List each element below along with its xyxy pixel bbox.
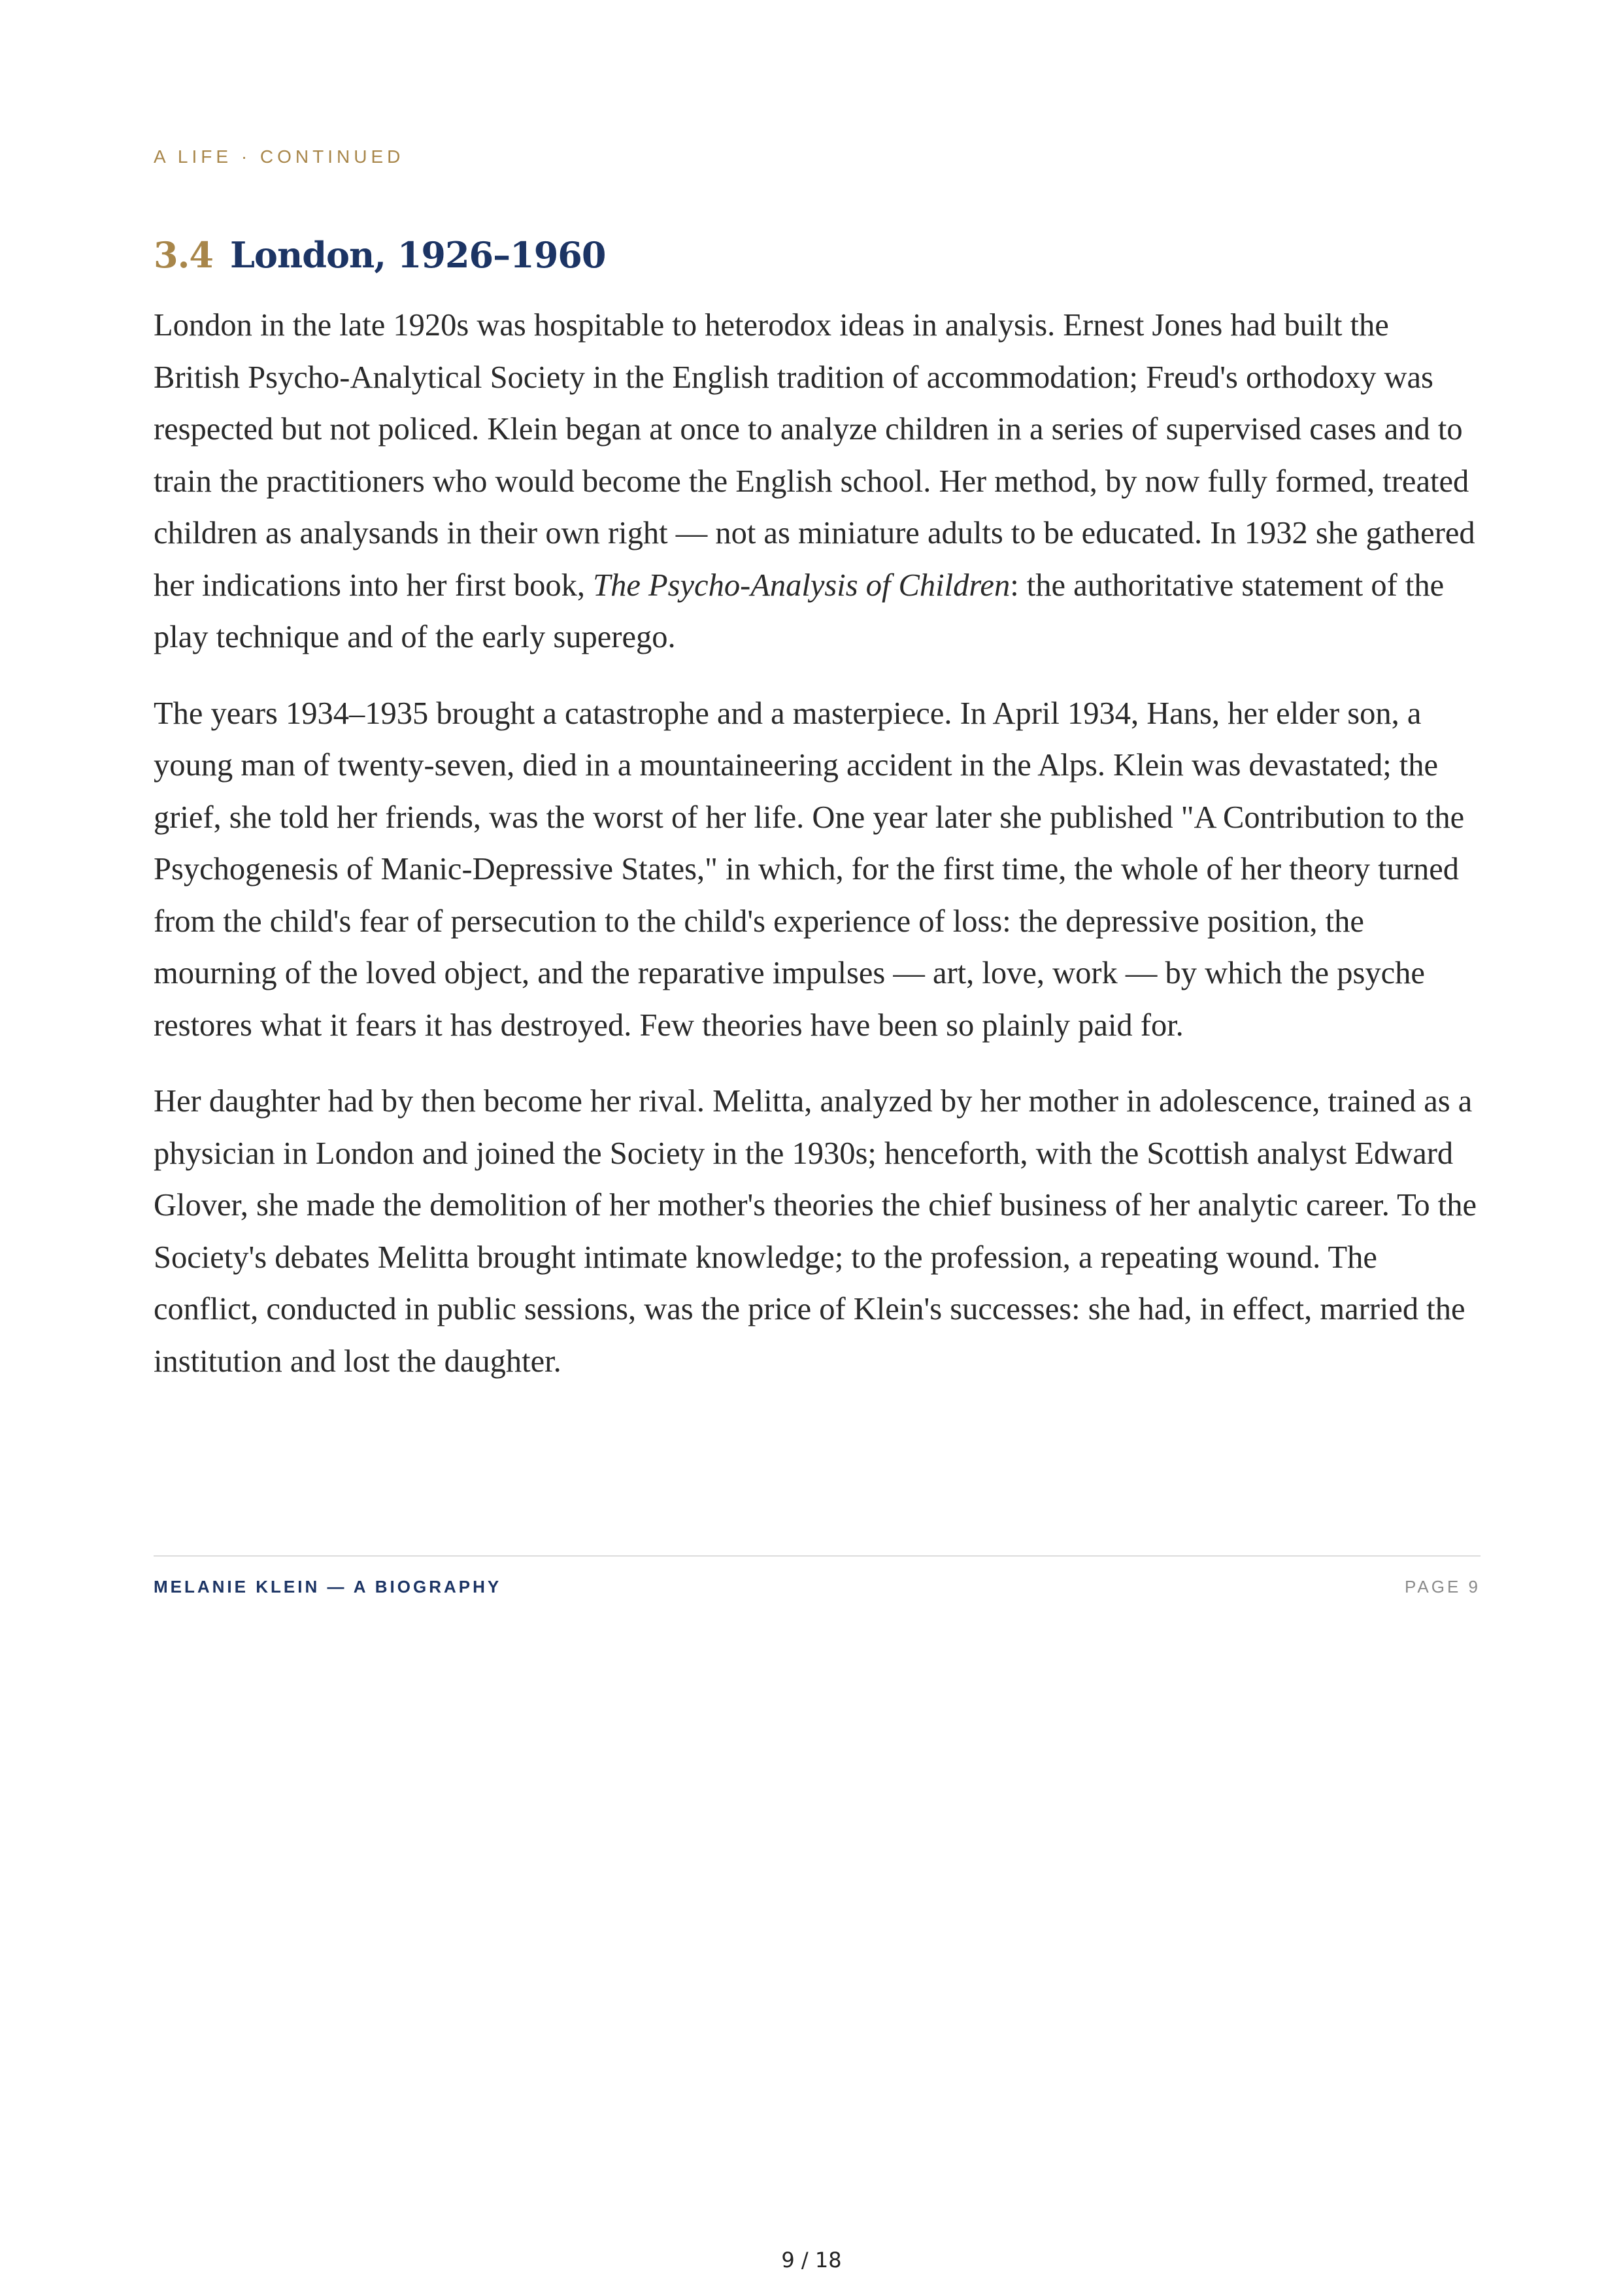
paragraph	[154, 688, 1481, 1052]
footer-divider	[154, 1555, 1481, 1557]
running-header: A LIFE · CONTINUED	[154, 146, 405, 167]
paragraph	[154, 1075, 1481, 1387]
footer-book-title: MELANIE KLEIN — A BIOGRAPHY	[154, 1577, 502, 1596]
body-text	[154, 299, 1481, 1411]
footer-page-number: PAGE 9	[1404, 1577, 1481, 1596]
page-counter: 9 / 18	[781, 2248, 842, 2272]
paragraph-text: Her daughter had by then become her rival. Melitta, analyzed by her mother in adolescence, trained as a physician in London and joined the Society in the 1930s; henceforth, with the Scottish analyst Edward Glover, she made the demolition of her mother's theories the chief business of her analytic career. To the Society's debates Melitta brought intimate knowledge; to the profession, a repeating wound. The conflict, conducted in public sessions, was the price of Klein's successes: she had, in effect, married the institution and lost the daughter.	[154, 1084, 1477, 1379]
paragraph-text: : the authoritative statement of the play technique and of the early superego.	[154, 567, 1445, 654]
paragraph-text: The years 1934–1935 brought a catastrophe and a masterpiece. In April 1934, Hans, her elder son, a young man of twenty-seven, died in a mountaineering accident in the Alps. Klein was devastated; the grief, she told her friends, was the worst of her life. One year later she published "A Contribution to the Psychogenesis of Manic-Depressive States," in which, for the first time, the whole of her theory turned from the child's fear of persecution to the child's experience of loss: the depressive position, the mourning of the loved object, and the reparative impulses — art, love, work — by which the psyche restores what it fears it has destroyed. Few theories have been so plainly paid for.	[154, 696, 1465, 1043]
paragraph	[154, 299, 1481, 664]
book-title: The Psycho-Analysis of Children	[593, 567, 1011, 603]
section-number: 3.4	[154, 234, 213, 276]
section-heading	[154, 229, 605, 281]
paragraph-text: London in the late 1920s was hospitable to heterodox ideas in analysis. Ernest Jones had built the British Psycho-Analytical Society in the English tradition of accommodation; Freud's orthodoxy was respected but not policed. Klein began at once to analyze children in a series of supervised cases and to train the practitioners who would become the English school. Her method, by now fully formed, treated children as analysands in their own right — not as miniature adults to be educated. In 1932 she gathered her indications into her first book,	[154, 308, 1475, 603]
section-title: London, 1926–1960	[229, 234, 606, 276]
